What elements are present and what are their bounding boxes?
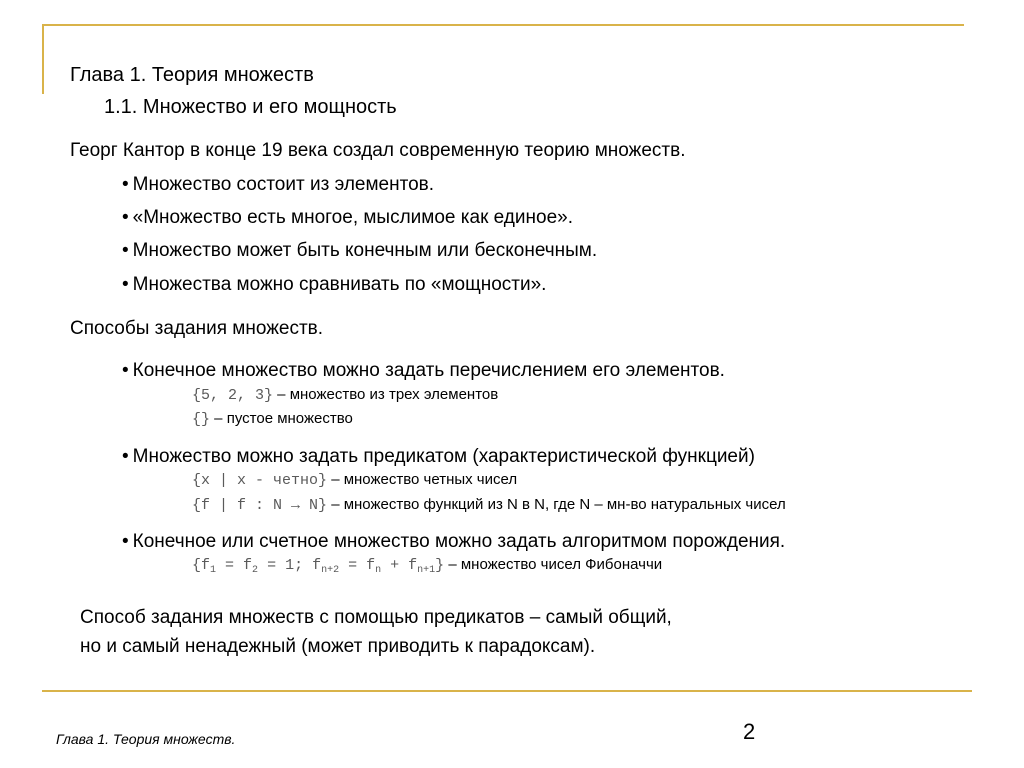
left-rule	[42, 24, 44, 94]
chapter-title: Глава 1. Теория множеств	[70, 64, 314, 86]
bullet-marker: •	[122, 360, 129, 381]
bullet-item	[122, 274, 546, 296]
example-text: – множество четных чисел	[327, 471, 518, 488]
example-fibonacci	[192, 556, 662, 577]
method-algorithm	[122, 531, 785, 553]
example-text: – множество чисел Фибоначчи	[444, 556, 663, 573]
bullet-marker: •	[122, 240, 129, 261]
method-finite-text: Конечное множество можно задать перечислением его элементов.	[132, 360, 725, 381]
method-predicate	[122, 446, 755, 468]
fibonacci-formula: {$f_1 = f_2 = 1$; $f_{n+2} = f_n + f_{n+1}$}	[192, 557, 445, 576]
bullet-text: Множество состоит из элементов.	[132, 174, 435, 195]
bullet-marker: •	[122, 446, 129, 467]
conclusion-line-2: но и самый ненадежный (может приводить к парадоксам).	[80, 636, 596, 657]
example-text: – множество из трех элементов	[273, 386, 499, 403]
bullet-text: Множества можно сравнивать по «мощности».	[132, 274, 547, 295]
bullet-item	[122, 207, 573, 229]
example-finite-1	[192, 386, 498, 404]
example-predicate-2	[192, 496, 786, 514]
bullet-marker: •	[122, 174, 129, 195]
conclusion-line-1: Способ задания множеств с помощью предикатов – самый общий,	[80, 607, 672, 628]
intro-text: Георг Кантор в конце 19 века создал современную теорию множеств.	[70, 140, 686, 161]
methods-heading: Способы задания множеств.	[70, 318, 324, 339]
example-text: – пустое множество	[210, 410, 353, 427]
bullet-marker: •	[122, 207, 129, 228]
bullet-text: Множество может быть конечным или бесконечным.	[132, 240, 598, 261]
example-code: {f | f : N → N}	[192, 497, 328, 514]
method-finite	[122, 360, 725, 382]
method-predicate-text: Множество можно задать предикатом (характеристической функцией)	[132, 446, 755, 467]
footer-chapter: Глава 1. Теория множеств.	[56, 731, 236, 747]
section-title: 1.1. Множество и его мощность	[104, 96, 397, 118]
example-finite-2	[192, 410, 353, 428]
bullet-item	[122, 174, 434, 196]
page-number: 2	[743, 719, 756, 744]
example-text: – множество функций из N в N, где N – мн-во натуральных чисел	[327, 496, 786, 513]
example-predicate-1	[192, 471, 517, 489]
example-code: {}	[192, 411, 211, 428]
example-code: {5, 2, 3}	[192, 387, 274, 404]
method-algorithm-text: Конечное или счетное множество можно задать алгоритмом порождения.	[132, 531, 786, 552]
example-code: {x | x - четно}	[192, 472, 328, 489]
bullet-item	[122, 240, 597, 262]
bullet-text: «Множество есть многое, мыслимое как единое».	[132, 207, 573, 228]
bottom-rule	[42, 690, 972, 692]
bullet-marker: •	[122, 531, 129, 552]
bullet-marker: •	[122, 274, 129, 295]
top-rule	[42, 24, 964, 26]
